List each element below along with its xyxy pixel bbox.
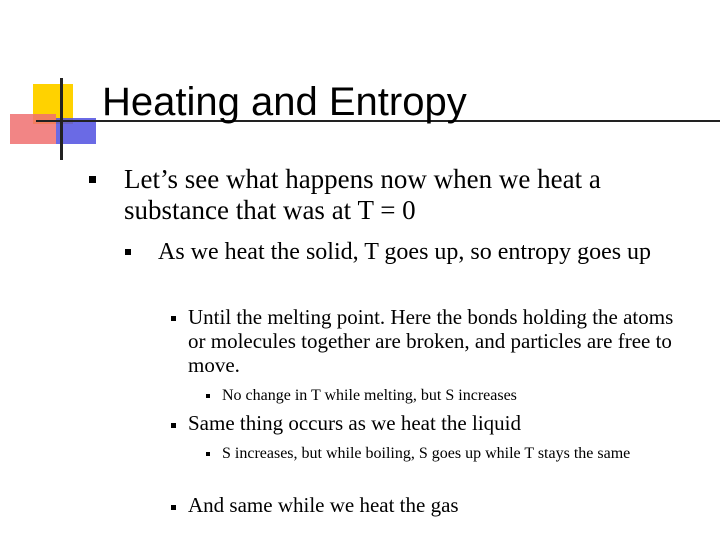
bullet-level1: Let’s see what happens now when we heat a substance that was at T = 0 xyxy=(124,164,601,225)
logo-red-square xyxy=(10,114,56,144)
bullet-level3: And same while we heat the gas xyxy=(188,493,459,517)
bullet-level4: No change in T while melting, but S increases xyxy=(222,387,517,404)
bullet-marker xyxy=(171,316,176,321)
slide-title: Heating and Entropy xyxy=(102,80,467,124)
bullet-marker xyxy=(171,423,176,428)
bullet-marker xyxy=(89,176,96,183)
bullet-marker xyxy=(206,394,210,398)
bullet-marker xyxy=(206,452,210,456)
bullet-marker xyxy=(125,249,131,255)
logo-vertical-line xyxy=(60,78,63,160)
bullet-level3: Until the melting point. Here the bonds holding the atoms or molecules together are broken, and particles are free to move. xyxy=(188,305,674,377)
bullet-level4: S increases, but while boiling, S goes up while T stays the same xyxy=(222,445,631,462)
bullet-marker xyxy=(171,505,176,510)
bullet-level2: As we heat the solid, T goes up, so entropy goes up xyxy=(158,239,652,265)
bullet-level3: Same thing occurs as we heat the liquid xyxy=(188,411,521,435)
